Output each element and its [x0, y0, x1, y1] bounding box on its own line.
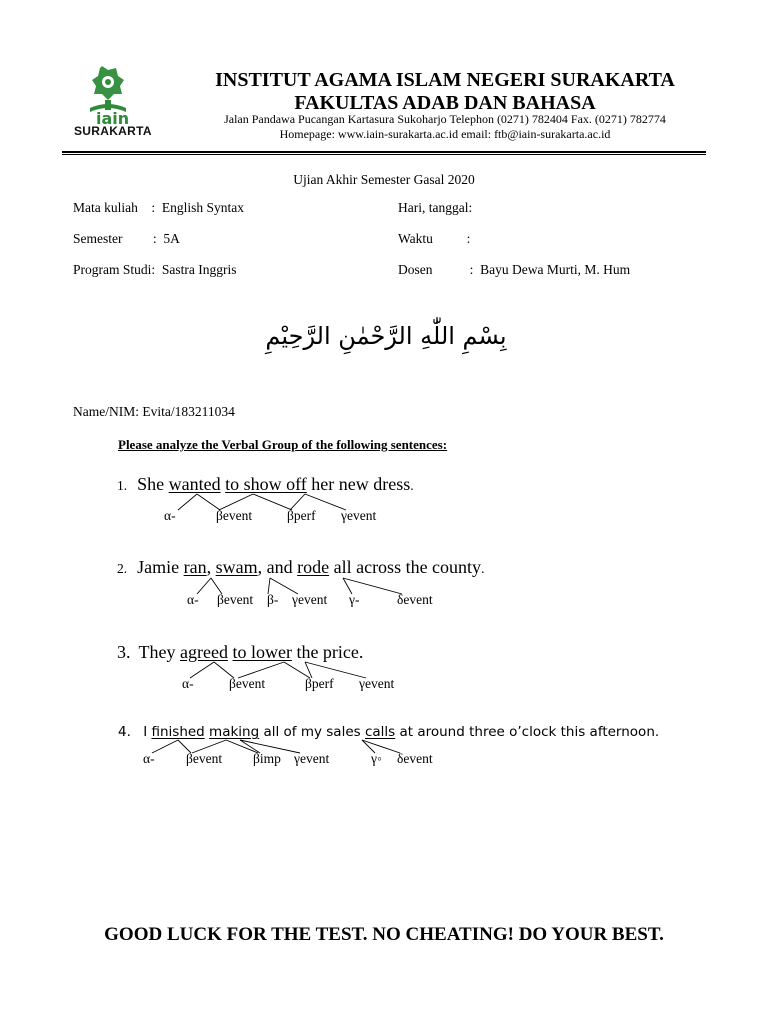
verb-underlined: swam [215, 557, 258, 577]
analysis-label: βperf [287, 508, 316, 523]
verb-underlined: agreed [179, 642, 228, 662]
faculty-name: FAKULTAS ADAB DAN BAHASA [294, 92, 596, 114]
verb-underlined: calls [364, 724, 396, 740]
verb-underlined: wanted [168, 474, 221, 494]
instructions: Please analyze the Verbal Group of the following sentences: [118, 437, 448, 452]
address: Jalan Pandawa Pucangan Kartasura Sukoharjo Telephon (0271) 782404 Fax. (0271) 782774 [224, 112, 666, 126]
analysis-label: βperf [305, 676, 334, 691]
student-name: Name/NIM: Evita/183211034 [73, 404, 235, 419]
analysis-label: γevent [341, 508, 377, 523]
verb-underlined: finished [151, 724, 205, 740]
exam-title: Ujian Akhir Semester Gasal 2020 [293, 172, 475, 187]
time-field: Waktu : [398, 231, 471, 246]
analysis-label: α- [187, 592, 199, 607]
date-field: Hari, tanggal: [398, 200, 473, 215]
analysis-label: γ- [349, 592, 360, 607]
header-divider-thin [62, 154, 706, 155]
question-1: 1. She wanted to show off her new dress. [117, 474, 414, 494]
verb-underlined: making [209, 724, 260, 740]
analysis-label: β- [267, 592, 279, 607]
sentence-text: her new dress [306, 474, 411, 494]
question-2: 2. Jamie ran, swam, and rode all across the county. [117, 557, 485, 577]
connector-line [197, 578, 211, 594]
question-number: 2. [117, 561, 128, 576]
question-4: 4. I finished making all of my sales calls at around three o’clock this afternoon. [118, 724, 660, 740]
analysis-label: βevent [186, 751, 223, 766]
verb-underlined: to lower [232, 642, 292, 662]
question-number: 4. [118, 724, 131, 740]
analysis-label: α- [143, 751, 155, 766]
semester-field: Semester : 5A [73, 231, 180, 246]
analysis-label: βevent [216, 508, 253, 523]
analysis-label: α- [182, 676, 194, 691]
verb-underlined: ran [183, 557, 207, 577]
connector-line [178, 494, 197, 510]
program-field: Program Studi: Sastra Inggris [73, 262, 237, 277]
analysis-label: δevent [397, 592, 433, 607]
analysis-label: γ◦ [371, 751, 382, 766]
analysis-label: βevent [217, 592, 254, 607]
lecturer-field: Dosen : Bayu Dewa Murti, M. Hum [398, 262, 631, 277]
analysis-label: α- [164, 508, 176, 523]
analysis-label: βimp [253, 751, 281, 766]
verb-underlined: rode [297, 557, 330, 577]
footer-message: GOOD LUCK FOR THE TEST. NO CHEATING! DO YOUR BEST. [104, 924, 664, 945]
question-number: 1. [117, 478, 128, 493]
contact-info: Homepage: www.iain-surakarta.ac.id email: ftb@iain-surakarta.ac.id [279, 127, 611, 141]
analysis-label: γevent [359, 676, 395, 691]
analysis-label: βevent [229, 676, 266, 691]
basmala-calligraphy: بِسْمِ اللّٰهِ الرَّحْمٰنِ الرَّحِيْمِ [265, 322, 507, 350]
analysis-label: γevent [294, 751, 330, 766]
institute-name: INSTITUT AGAMA ISLAM NEGERI SURAKARTA [215, 69, 675, 91]
svg-text:iain: iain [96, 109, 130, 126]
analysis-label: δevent [397, 751, 433, 766]
analysis-label: γevent [292, 592, 328, 607]
logo-caption: SURAKARTA [74, 124, 152, 138]
sentence-text: She [137, 474, 169, 494]
question-number: 3. [117, 642, 131, 662]
question-3: 3. They agreed to lower the price. [117, 642, 364, 662]
header-divider [62, 151, 706, 153]
logo-emblem-icon [72, 64, 162, 126]
verb-underlined: to show off [225, 474, 307, 494]
connector-line [152, 740, 178, 753]
course-field: Mata kuliah : English Syntax [73, 200, 244, 215]
